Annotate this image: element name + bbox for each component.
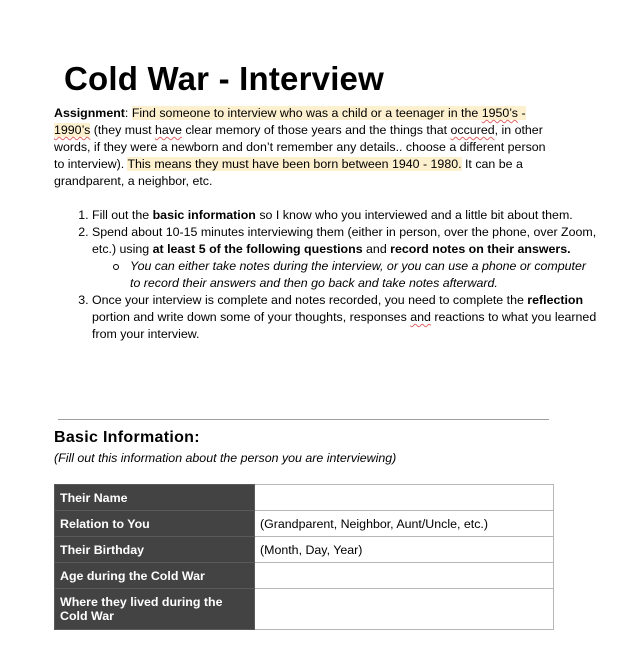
row-value-cell[interactable]: (Month, Day, Year): [255, 537, 554, 563]
document-title: Cold War - Interview: [64, 60, 384, 97]
instructions-list: [52, 207, 597, 343]
row-label: Their Birthday: [55, 537, 255, 563]
table-row: [55, 537, 554, 563]
row-value-cell[interactable]: [255, 485, 554, 511]
basic-info-table: [54, 484, 554, 630]
spellcheck-word[interactable]: 1950’s: [481, 106, 518, 120]
assignment-highlight-1: Find someone to interview who was a child or a teenager in the 1950’s - 1990’s: [54, 106, 526, 137]
horizontal-divider: [58, 419, 549, 420]
table-row: [55, 563, 554, 589]
row-value-cell[interactable]: (Grandparent, Neighbor, Aunt/Uncle, etc.): [255, 511, 554, 537]
row-value-cell[interactable]: [255, 589, 554, 630]
basic-info-heading: Basic Information:: [54, 429, 200, 446]
row-label: Their Name: [55, 485, 255, 511]
row-value-cell[interactable]: [255, 563, 554, 589]
assignment-highlight-2: This means they must have been born between 1940 - 1980.: [127, 157, 462, 171]
spellcheck-word[interactable]: 1990’s: [54, 123, 91, 137]
table-row: [55, 511, 554, 537]
assignment-paragraph: Assignment: Find someone to interview who was a child or a teenager in the 1950’s - 1990’s (they must have clear memory of those years and the things that occured, in other words, if they were a newborn and don’t remember any details.. choose a different person to interview). This means they must have been born between 1940 - 1980. It can be a grandparent, a neighbor, etc.: [54, 106, 546, 188]
grammar-word[interactable]: have: [155, 123, 182, 137]
table-row: [55, 589, 554, 630]
instruction-step-2: 2. Spend about 10-15 minutes interviewing them (either in person, over the phone, over Zoom, etc.) using at least 5 of the following questions and record notes on their answers. You can either take notes during the interview, or you can use a phone or computer to record their answers and then go back and take notes afterward.: [92, 224, 597, 292]
assignment-label: Assignment: [54, 106, 125, 120]
basic-info-note: (Fill out this information about the person you are interviewing): [54, 451, 397, 465]
spellcheck-word[interactable]: occured: [450, 123, 495, 137]
table-row: [55, 485, 554, 511]
instruction-step-3: 3. Once your interview is complete and notes recorded, you need to complete the reflection portion and write down some of your thoughts, responses and reactions to what you learned from your interview.: [92, 292, 597, 343]
instruction-substep: You can either take notes during the interview, or you can use a phone or computer to record their answers and then go back and take notes afterward.: [130, 258, 597, 292]
row-label: Age during the Cold War: [55, 563, 255, 589]
grammar-word[interactable]: and: [410, 310, 431, 324]
instruction-substeps: [92, 258, 597, 292]
instruction-step-1: 1. Fill out the basic information so I know who you interviewed and a little bit about them.: [92, 207, 597, 224]
row-label: Where they lived during the Cold War: [55, 589, 255, 630]
row-label: Relation to You: [55, 511, 255, 537]
